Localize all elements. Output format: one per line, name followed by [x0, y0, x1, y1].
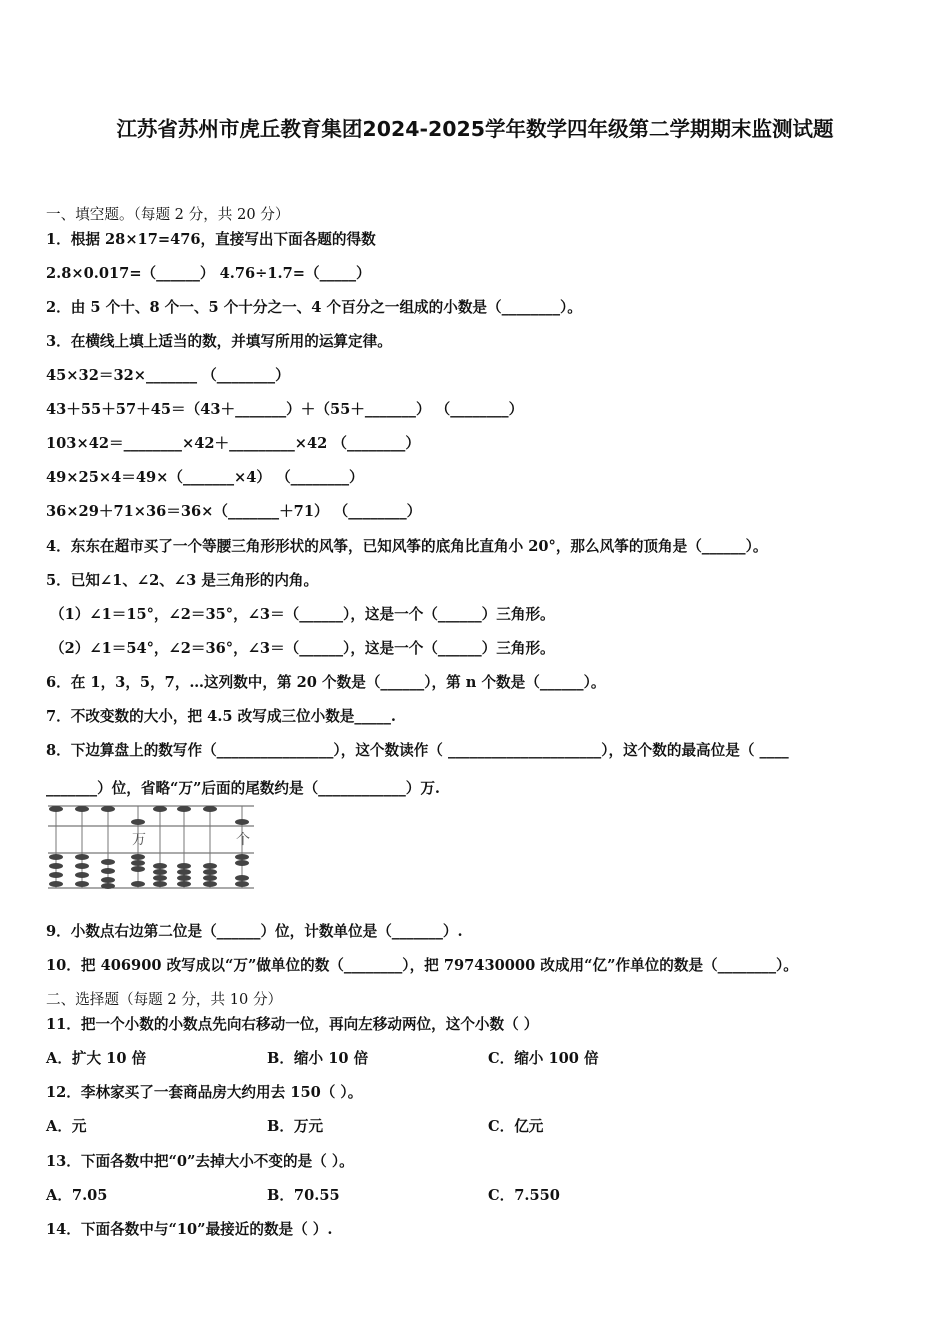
question-1-sub: 2.8×0.017=（______） 4.76÷1.7=（_____）	[46, 265, 371, 282]
question-8-line-1: 8．下边算盘上的数写作（________________），这个数读作（ _____________________），这个数的最高位是（ ____	[46, 742, 789, 759]
question-13-option-b: B．70.55	[267, 1187, 340, 1204]
question-3-line-5: 36×29＋71×36＝36×（_______＋71） （________）	[46, 503, 422, 520]
question-9: 9．小数点右边第二位是（______）位，计数单位是（_______）.	[46, 923, 463, 940]
question-12: 12．李林家买了一套商品房大约用去 150（ ）。	[46, 1084, 363, 1101]
question-12-option-c: C．亿元	[488, 1118, 544, 1135]
question-14: 14．下面各数中与“10”最接近的数是（ ）.	[46, 1221, 333, 1238]
section1-heading: 一、填空题。（每题 2 分，共 20 分）	[46, 206, 290, 223]
abacus-label-wan: 万	[132, 832, 146, 848]
abacus-figure	[44, 800, 260, 892]
page-title: 江苏省苏州市虎丘教育集团2024-2025学年数学四年级第二学期期末监测试题	[116, 117, 834, 141]
question-13: 13．下面各数中把“0”去掉大小不变的是（ ）。	[46, 1153, 354, 1170]
question-5-b: （2）∠1＝54°，∠2＝36°，∠3＝（______），这是一个（______）三角形。	[50, 640, 555, 657]
question-3-line-2: 43＋55＋57＋45＝（43＋_______）＋（55＋_______） （________）	[46, 401, 524, 418]
question-11-option-a: A．扩大 10 倍	[46, 1050, 147, 1067]
abacus-label-ge: 个	[236, 832, 250, 848]
question-11: 11．把一个小数的小数点先向右移动一位，再向左移动两位，这个小数（ ）	[46, 1016, 539, 1033]
question-4: 4．东东在超市买了一个等腰三角形形状的风筝，已知风筝的底角比直角小 20°，那么风筝的顶角是（______）。	[46, 538, 768, 555]
question-3-line-4: 49×25×4＝49×（_______×4） （________）	[46, 469, 364, 486]
question-6: 6．在 1，3，5，7，…这列数中，第 20 个数是（______），第 n 个数是（______）。	[46, 674, 606, 691]
question-7: 7．不改变数的大小，把 4.5 改写成三位小数是_____.	[46, 708, 396, 725]
question-2: 2．由 5 个十、8 个一、5 个十分之一、4 个百分之一组成的小数是（________）。	[46, 299, 582, 316]
question-3: 3．在横线上填上适当的数，并填写所用的运算定律。	[46, 333, 392, 350]
question-11-option-b: B．缩小 10 倍	[267, 1050, 369, 1067]
question-8-line-2: _______）位，省略“万”后面的尾数约是（____________）万.	[46, 780, 441, 797]
section2-heading: 二、选择题（每题 2 分，共 10 分）	[46, 991, 283, 1008]
question-12-option-a: A．元	[46, 1118, 87, 1135]
question-5: 5．已知∠1、∠2、∠3 是三角形的内角。	[46, 572, 319, 589]
question-3-line-1: 45×32＝32×_______ （________）	[46, 367, 290, 384]
question-13-option-a: A．7.05	[46, 1187, 108, 1204]
question-13-option-c: C．7.550	[488, 1187, 560, 1204]
question-12-option-b: B．万元	[267, 1118, 324, 1135]
question-5-a: （1）∠1＝15°，∠2＝35°，∠3＝（______），这是一个（______）三角形。	[50, 606, 555, 623]
question-1: 1．根据 28×17=476，直接写出下面各题的得数	[46, 231, 376, 248]
question-10: 10．把 406900 改写成以“万”做单位的数（________），把 797430000 改成用“亿”作单位的数是（________）。	[46, 957, 798, 974]
question-3-line-3: 103×42＝________×42＋_________×42 （________）	[46, 435, 420, 452]
question-11-option-c: C．缩小 100 倍	[488, 1050, 599, 1067]
